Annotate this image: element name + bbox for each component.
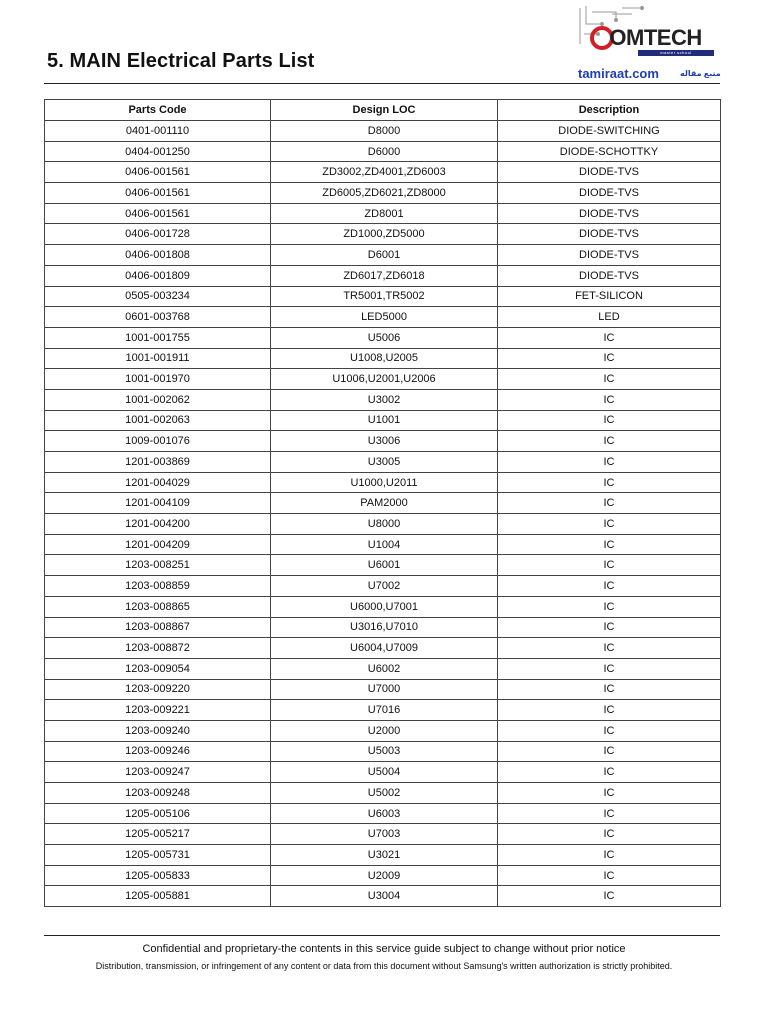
cell-description: IC <box>498 886 721 907</box>
cell-design-loc: U5003 <box>271 741 498 762</box>
cell-parts-code: 1001-001911 <box>45 348 271 369</box>
table-row <box>45 679 721 700</box>
cell-description: DIODE-TVS <box>498 183 721 204</box>
cell-parts-code: 1001-001970 <box>45 369 271 390</box>
cell-design-loc: U2000 <box>271 720 498 741</box>
cell-parts-code: 1203-009240 <box>45 720 271 741</box>
table-row <box>45 514 721 535</box>
cell-description: IC <box>498 327 721 348</box>
table-row <box>45 493 721 514</box>
cell-design-loc: U8000 <box>271 514 498 535</box>
cell-design-loc: U5004 <box>271 762 498 783</box>
cell-description: DIODE-SWITCHING <box>498 121 721 142</box>
table-row <box>45 224 721 245</box>
table-row <box>45 431 721 452</box>
table-row <box>45 783 721 804</box>
table-row <box>45 596 721 617</box>
cell-description: IC <box>498 783 721 804</box>
cell-parts-code: 0406-001808 <box>45 245 271 266</box>
cell-design-loc: LED5000 <box>271 307 498 328</box>
table-row <box>45 183 721 204</box>
cell-parts-code: 1205-005833 <box>45 865 271 886</box>
cell-parts-code: 0406-001561 <box>45 203 271 224</box>
cell-description: IC <box>498 824 721 845</box>
cell-parts-code: 0404-001250 <box>45 141 271 162</box>
cell-description: IC <box>498 638 721 659</box>
cell-design-loc: ZD3002,ZD4001,ZD6003 <box>271 162 498 183</box>
cell-parts-code: 1201-004029 <box>45 472 271 493</box>
table-row <box>45 121 721 142</box>
cell-design-loc: PAM2000 <box>271 493 498 514</box>
cell-description: IC <box>498 720 721 741</box>
table-row <box>45 638 721 659</box>
cell-parts-code: 1203-009248 <box>45 783 271 804</box>
cell-parts-code: 0406-001561 <box>45 162 271 183</box>
cell-design-loc: U7000 <box>271 679 498 700</box>
cell-parts-code: 1205-005106 <box>45 803 271 824</box>
cell-design-loc: ZD1000,ZD5000 <box>271 224 498 245</box>
cell-parts-code: 1205-005881 <box>45 886 271 907</box>
cell-parts-code: 1203-008867 <box>45 617 271 638</box>
cell-design-loc: U7002 <box>271 576 498 597</box>
cell-design-loc: U2009 <box>271 865 498 886</box>
table-row <box>45 286 721 307</box>
table-row <box>45 472 721 493</box>
cell-design-loc: D6000 <box>271 141 498 162</box>
logo-wordmark <box>594 26 702 50</box>
cell-design-loc: U6002 <box>271 658 498 679</box>
table-row <box>45 617 721 638</box>
cell-description: IC <box>498 845 721 866</box>
cell-description: IC <box>498 617 721 638</box>
cell-design-loc: U3006 <box>271 431 498 452</box>
cell-design-loc: U1000,U2011 <box>271 472 498 493</box>
cell-parts-code: 1009-001076 <box>45 431 271 452</box>
cell-description: IC <box>498 865 721 886</box>
header-divider <box>44 83 720 84</box>
cell-description: IC <box>498 576 721 597</box>
cell-parts-code: 1203-009220 <box>45 679 271 700</box>
cell-description: IC <box>498 658 721 679</box>
table-header-row <box>45 100 721 121</box>
cell-design-loc: TR5001,TR5002 <box>271 286 498 307</box>
logo-site-text: tamiraat.com <box>578 66 659 81</box>
cell-description: DIODE-TVS <box>498 162 721 183</box>
cell-design-loc: U1006,U2001,U2006 <box>271 369 498 390</box>
table-row <box>45 720 721 741</box>
cell-design-loc: U1001 <box>271 410 498 431</box>
table-row <box>45 245 721 266</box>
cell-description: IC <box>498 472 721 493</box>
column-header-design-loc: Design LOC <box>271 100 498 121</box>
table-row <box>45 555 721 576</box>
table-row <box>45 741 721 762</box>
cell-design-loc: U5002 <box>271 783 498 804</box>
cell-parts-code: 1205-005217 <box>45 824 271 845</box>
cell-description: FET-SILICON <box>498 286 721 307</box>
cell-design-loc: ZD6017,ZD6018 <box>271 265 498 286</box>
table-row <box>45 886 721 907</box>
logo-letter-c <box>594 25 609 50</box>
cell-design-loc: U6000,U7001 <box>271 596 498 617</box>
table-body <box>45 121 721 907</box>
cell-description: IC <box>498 741 721 762</box>
cell-description: IC <box>498 534 721 555</box>
cell-design-loc: U3021 <box>271 845 498 866</box>
cell-design-loc: U3005 <box>271 452 498 473</box>
cell-description: DIODE-SCHOTTKY <box>498 141 721 162</box>
cell-description: IC <box>498 679 721 700</box>
table-row <box>45 452 721 473</box>
cell-design-loc: U7003 <box>271 824 498 845</box>
cell-description: IC <box>498 369 721 390</box>
table-row <box>45 845 721 866</box>
footer-divider <box>44 935 720 936</box>
cell-parts-code: 1203-008859 <box>45 576 271 597</box>
cell-description: IC <box>498 493 721 514</box>
column-header-parts-code: Parts Code <box>45 100 271 121</box>
cell-parts-code: 1201-003869 <box>45 452 271 473</box>
cell-parts-code: 1001-002063 <box>45 410 271 431</box>
cell-design-loc: ZD6005,ZD6021,ZD8000 <box>271 183 498 204</box>
table-row <box>45 762 721 783</box>
cell-design-loc: D6001 <box>271 245 498 266</box>
cell-description: IC <box>498 514 721 535</box>
cell-design-loc: U7016 <box>271 700 498 721</box>
cell-description: DIODE-TVS <box>498 245 721 266</box>
table-row <box>45 369 721 390</box>
table-row <box>45 141 721 162</box>
table-row <box>45 348 721 369</box>
cell-parts-code: 1203-009221 <box>45 700 271 721</box>
table-row <box>45 534 721 555</box>
footer-distribution-notice: Distribution, transmission, or infringement of any content or data from this document without Samsung's written authorization is strictly prohibited. <box>95 961 673 971</box>
cell-design-loc: U3002 <box>271 389 498 410</box>
table-row <box>45 327 721 348</box>
cell-design-loc: D8000 <box>271 121 498 142</box>
cell-description: IC <box>498 410 721 431</box>
logo-tagline: master school <box>638 50 714 56</box>
column-header-description: Description <box>498 100 721 121</box>
cell-design-loc: U5006 <box>271 327 498 348</box>
cell-parts-code: 1205-005731 <box>45 845 271 866</box>
table-row <box>45 803 721 824</box>
cell-description: DIODE-TVS <box>498 265 721 286</box>
comtech-logo <box>572 4 722 84</box>
cell-parts-code: 1203-008872 <box>45 638 271 659</box>
logo-letters: OMTECH <box>609 25 702 50</box>
table-row <box>45 307 721 328</box>
cell-description: IC <box>498 389 721 410</box>
cell-parts-code: 1203-009247 <box>45 762 271 783</box>
cell-design-loc: U1004 <box>271 534 498 555</box>
cell-parts-code: 0505-003234 <box>45 286 271 307</box>
cell-design-loc: U3004 <box>271 886 498 907</box>
cell-parts-code: 1203-009054 <box>45 658 271 679</box>
cell-parts-code: 0406-001809 <box>45 265 271 286</box>
table-row <box>45 824 721 845</box>
cell-description: IC <box>498 762 721 783</box>
cell-description: DIODE-TVS <box>498 224 721 245</box>
cell-parts-code: 1001-002062 <box>45 389 271 410</box>
footer-confidential-notice: Confidential and proprietary-the contents in this service guide subject to change without prior notice <box>142 943 626 955</box>
page-title: 5. MAIN Electrical Parts List <box>47 50 315 72</box>
cell-parts-code: 1001-001755 <box>45 327 271 348</box>
cell-parts-code: 1201-004209 <box>45 534 271 555</box>
cell-parts-code: 1203-008865 <box>45 596 271 617</box>
table-row <box>45 265 721 286</box>
cell-parts-code: 1203-008251 <box>45 555 271 576</box>
table-row <box>45 410 721 431</box>
logo-arabic-text: منبع مقاله <box>680 69 721 78</box>
table-row <box>45 658 721 679</box>
table-row <box>45 700 721 721</box>
cell-design-loc: U6003 <box>271 803 498 824</box>
cell-parts-code: 1203-009246 <box>45 741 271 762</box>
cell-parts-code: 0401-001110 <box>45 121 271 142</box>
cell-description: IC <box>498 803 721 824</box>
cell-design-loc: U6001 <box>271 555 498 576</box>
cell-description: IC <box>498 452 721 473</box>
cell-parts-code: 0406-001561 <box>45 183 271 204</box>
table-row <box>45 162 721 183</box>
cell-design-loc: U3016,U7010 <box>271 617 498 638</box>
cell-description: IC <box>498 555 721 576</box>
cell-description: IC <box>498 348 721 369</box>
cell-parts-code: 1201-004109 <box>45 493 271 514</box>
table-row <box>45 576 721 597</box>
table-row <box>45 203 721 224</box>
cell-description: IC <box>498 700 721 721</box>
cell-design-loc: U1008,U2005 <box>271 348 498 369</box>
parts-table <box>44 99 721 907</box>
cell-parts-code: 1201-004200 <box>45 514 271 535</box>
table-row <box>45 389 721 410</box>
cell-description: IC <box>498 596 721 617</box>
cell-description: DIODE-TVS <box>498 203 721 224</box>
cell-design-loc: U6004,U7009 <box>271 638 498 659</box>
cell-description: IC <box>498 431 721 452</box>
cell-parts-code: 0601-003768 <box>45 307 271 328</box>
cell-parts-code: 0406-001728 <box>45 224 271 245</box>
cell-description: LED <box>498 307 721 328</box>
table-row <box>45 865 721 886</box>
cell-design-loc: ZD8001 <box>271 203 498 224</box>
